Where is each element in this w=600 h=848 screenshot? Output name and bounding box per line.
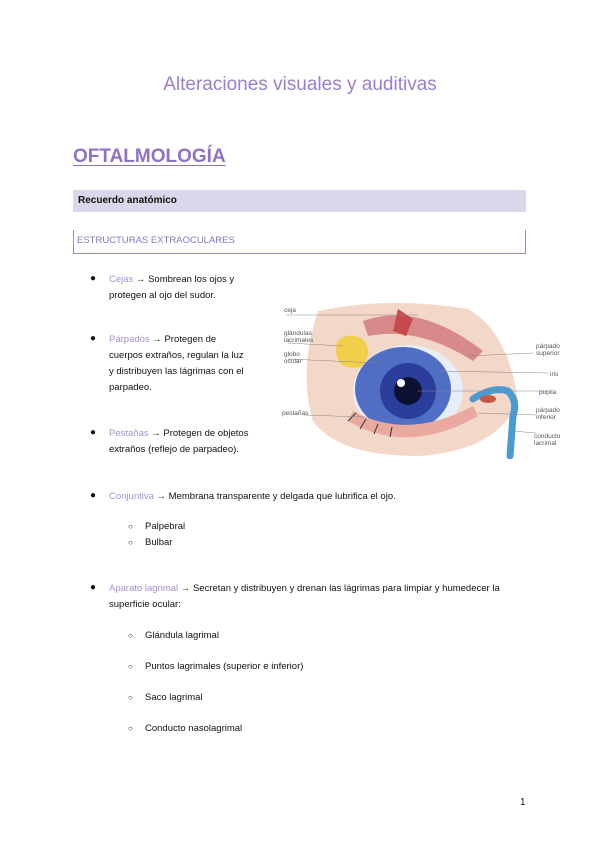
bullet-term: Pestañas xyxy=(109,428,149,439)
bullet-text: → Secretan y distribuyen y drenan las lágrimas para limpiar y humedecer la xyxy=(178,583,500,594)
bullet-text: y distribuyen las lágrimas con el xyxy=(109,366,244,377)
bullet-text: → Membrana transparente y delgada que lubrifica el ojo. xyxy=(153,491,396,502)
sublist-text: Puntos lagrimales (superior e inferior) xyxy=(145,661,304,672)
bullet-text: → Protegen de objetos xyxy=(148,428,249,439)
sub-bullet-circle: ○ xyxy=(128,662,133,671)
sub-bullet-circle: ○ xyxy=(128,538,133,547)
bullet-term: Conjuntiva xyxy=(109,491,154,502)
label-lacrimal: lacrimal xyxy=(534,440,557,447)
bullet-text: parpadeo. xyxy=(109,382,152,393)
label-iris: iris xyxy=(550,371,559,378)
sub-bullet-circle: ○ xyxy=(128,693,133,702)
sublist-text: Saco lagrimal xyxy=(145,692,203,703)
label-pupila: pupila xyxy=(539,389,557,396)
bullet-dot: ● xyxy=(90,490,97,501)
sublist-text: Glándula lagrimal xyxy=(145,630,219,641)
sub-bullet-circle: ○ xyxy=(128,631,133,640)
bullet-text: → Protegen de xyxy=(149,334,217,345)
label-ocular: ocular xyxy=(284,358,302,365)
page-number: 1 xyxy=(520,797,526,808)
label-conducto: conducto xyxy=(534,433,561,440)
label-globo: globo xyxy=(284,351,300,358)
bullet-text: protegen al ojo del sudor. xyxy=(109,290,216,301)
bullet-text: → Sombrean los ojos y xyxy=(133,274,235,285)
sublist-text: Conducto nasolagrimal xyxy=(145,723,243,734)
label-superior: superior xyxy=(536,350,560,357)
bullet-dot: ● xyxy=(90,427,97,438)
sub-bullet-circle: ○ xyxy=(128,724,133,733)
sub-bullet-circle: ○ xyxy=(128,522,133,531)
bullet-dot: ● xyxy=(90,273,97,284)
bullet-text: superficie ocular: xyxy=(109,599,181,610)
label-glandulas: glándulas xyxy=(284,330,312,337)
label-pestanas: pestañas xyxy=(282,410,309,417)
bullet-term: Cejas xyxy=(109,274,134,285)
bullet-text: cuerpos extraños, regulan la luz xyxy=(109,350,244,361)
label-lacrimales: lacrimales xyxy=(284,337,314,344)
pupil-highlight xyxy=(397,379,405,387)
section-title: OFTALMOLOGÍA xyxy=(73,146,226,167)
lacrimal-gland xyxy=(336,335,368,367)
bullet-text: extraños (reflejo de parpadeo). xyxy=(109,444,239,455)
bullet-dot: ● xyxy=(90,333,97,344)
label-ceja: ceja xyxy=(284,307,296,314)
subheading: ESTRUCTURAS EXTRAOCULARES xyxy=(73,230,526,254)
bullet-term: Párpados xyxy=(109,334,150,345)
sublist-text: Bulbar xyxy=(145,537,173,548)
bullet-term: Aparato lagrimal xyxy=(109,583,179,594)
label-parpado-inferior: párpado xyxy=(536,407,560,414)
eye-anatomy-figure xyxy=(268,291,568,459)
label-inferior: inferior xyxy=(536,414,556,421)
label-parpado-superior: párpado xyxy=(536,343,560,350)
section-bar-heading: Recuerdo anatómico xyxy=(73,190,526,212)
lacrimal-caruncle xyxy=(480,395,496,403)
sublist-text: Palpebral xyxy=(145,521,186,532)
document-title: Alteraciones visuales y auditivas xyxy=(163,74,437,95)
bullet-dot: ● xyxy=(90,582,97,593)
